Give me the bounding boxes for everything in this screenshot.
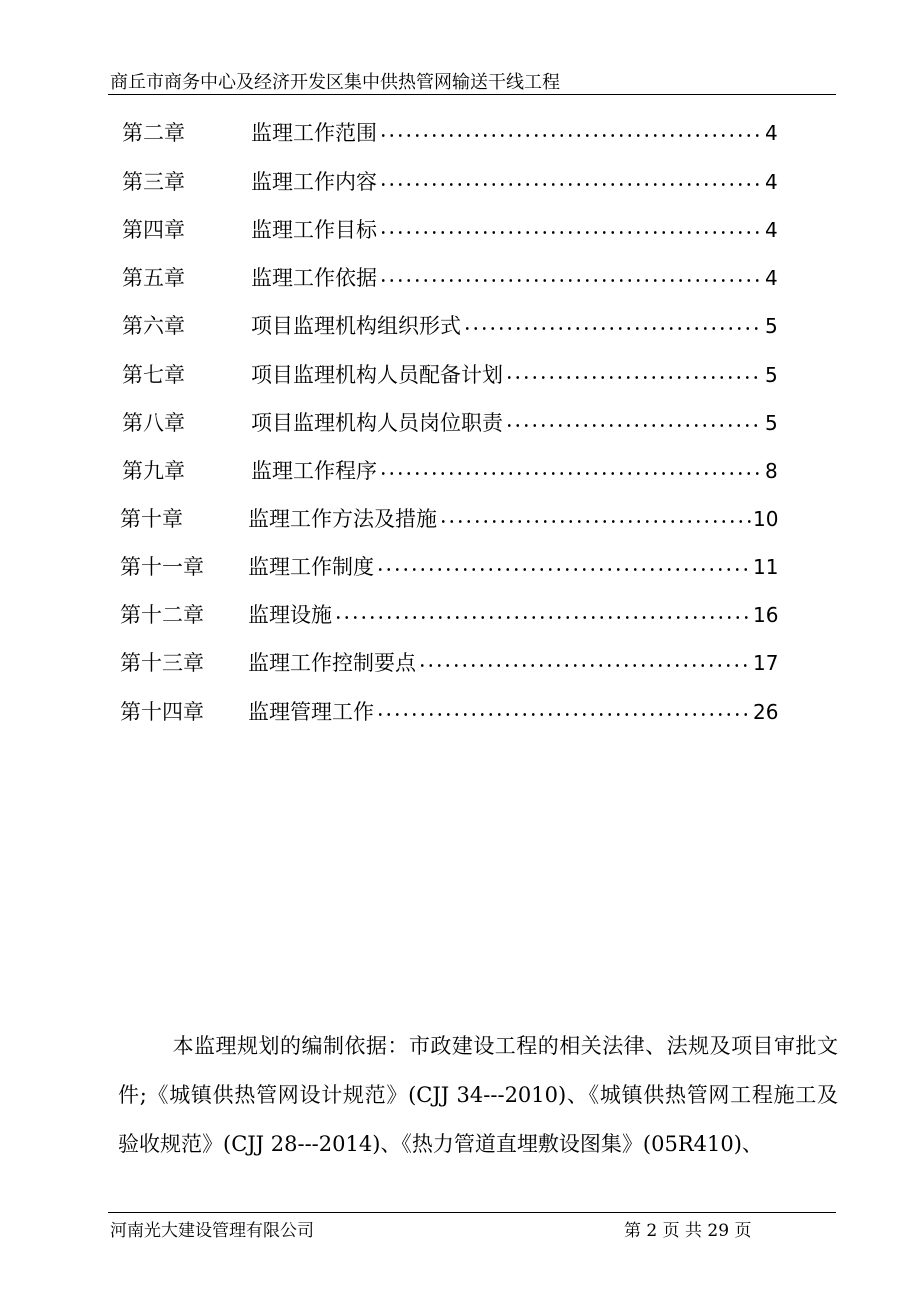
toc-title: 监理工作依据 (251, 266, 377, 290)
toc-title: 项目监理机构组织形式 (251, 314, 461, 338)
body-paragraph-block (118, 1022, 838, 1169)
toc-leader-dots (379, 231, 763, 234)
toc-entry (0, 456, 920, 486)
body-paragraph: 本监理规划的编制依据：市政建设工程的相关法律、法规及项目审批文件;《城镇供热管网设计规范》(CJJ 34---2010)、《城镇供热管网工程施工及验收规范》(CJJ 28---2014)、《热力管道直埋敷设图集》(05R410)、 (118, 1034, 838, 1156)
toc-chapter-label: 第二章 (122, 121, 185, 145)
toc-entry (0, 648, 920, 678)
toc-entry (0, 504, 920, 534)
toc-page-number: 5 (765, 411, 778, 435)
toc-chapter-label: 第五章 (122, 266, 185, 290)
toc-chapter-label: 第十章 (120, 507, 183, 531)
toc-leader-dots (379, 183, 763, 186)
toc-chapter-label: 第十三章 (120, 651, 204, 675)
toc-entry (0, 552, 920, 582)
toc-leader-dots (463, 327, 763, 330)
toc-title: 监理工作制度 (248, 555, 374, 579)
toc-leader-dots (334, 616, 751, 619)
toc-chapter-label: 第三章 (122, 170, 185, 194)
header-rule (108, 94, 836, 95)
toc-page-number: 17 (753, 651, 779, 675)
toc-leader-dots (505, 376, 763, 379)
toc-title: 监理工作内容 (251, 170, 377, 194)
toc-title: 项目监理机构人员配备计划 (251, 363, 503, 387)
toc-entry (0, 697, 920, 727)
toc-entry (0, 600, 920, 630)
toc-entry (0, 263, 920, 293)
footer-rule (108, 1212, 836, 1213)
toc-leader-dots (376, 713, 751, 716)
footer-page-info: 第 2 页 共 29 页 (624, 1221, 752, 1241)
toc-page-number: 5 (765, 363, 778, 387)
toc-chapter-label: 第九章 (122, 459, 185, 483)
toc-page-number: 10 (753, 507, 779, 531)
toc-entry (0, 118, 920, 148)
toc-title: 项目监理机构人员岗位职责 (251, 411, 503, 435)
toc-title: 监理管理工作 (248, 700, 374, 724)
toc-leader-dots (379, 279, 763, 282)
toc-chapter-label: 第八章 (122, 411, 185, 435)
toc-page-number: 26 (753, 700, 779, 724)
toc-title: 监理工作范围 (251, 121, 377, 145)
toc-entry (0, 360, 920, 390)
toc-page-number: 4 (765, 266, 778, 290)
toc-title: 监理工作控制要点 (248, 651, 416, 675)
toc-leader-dots (505, 424, 763, 427)
toc-page-number: 8 (765, 459, 778, 483)
toc-entry (0, 215, 920, 245)
toc-entry (0, 167, 920, 197)
toc-chapter-label: 第七章 (122, 363, 185, 387)
header-title: 商丘市商务中心及经济开发区集中供热管网输送干线工程 (110, 72, 560, 93)
toc-chapter-label: 第四章 (122, 218, 185, 242)
toc-chapter-label: 第六章 (122, 314, 185, 338)
toc-title: 监理工作程序 (251, 459, 377, 483)
toc-page-number: 16 (753, 603, 779, 627)
toc-chapter-label: 第十四章 (120, 700, 204, 724)
toc-page-number: 5 (765, 314, 778, 338)
toc-leader-dots (439, 520, 751, 523)
toc-entry (0, 408, 920, 438)
toc-leader-dots (418, 664, 751, 667)
toc-entry (0, 311, 920, 341)
toc-leader-dots (379, 472, 763, 475)
toc-leader-dots (379, 134, 763, 137)
toc-page-number: 11 (753, 555, 779, 579)
toc-title: 监理工作方法及措施 (248, 507, 437, 531)
toc-title: 监理设施 (248, 603, 332, 627)
footer-company: 河南光大建设管理有限公司 (110, 1221, 314, 1241)
toc-page-number: 4 (765, 170, 778, 194)
toc-chapter-label: 第十二章 (120, 603, 204, 627)
toc-title: 监理工作目标 (251, 218, 377, 242)
toc-leader-dots (376, 568, 751, 571)
toc-page-number: 4 (765, 121, 778, 145)
toc-page-number: 4 (765, 218, 778, 242)
toc-chapter-label: 第十一章 (120, 555, 204, 579)
